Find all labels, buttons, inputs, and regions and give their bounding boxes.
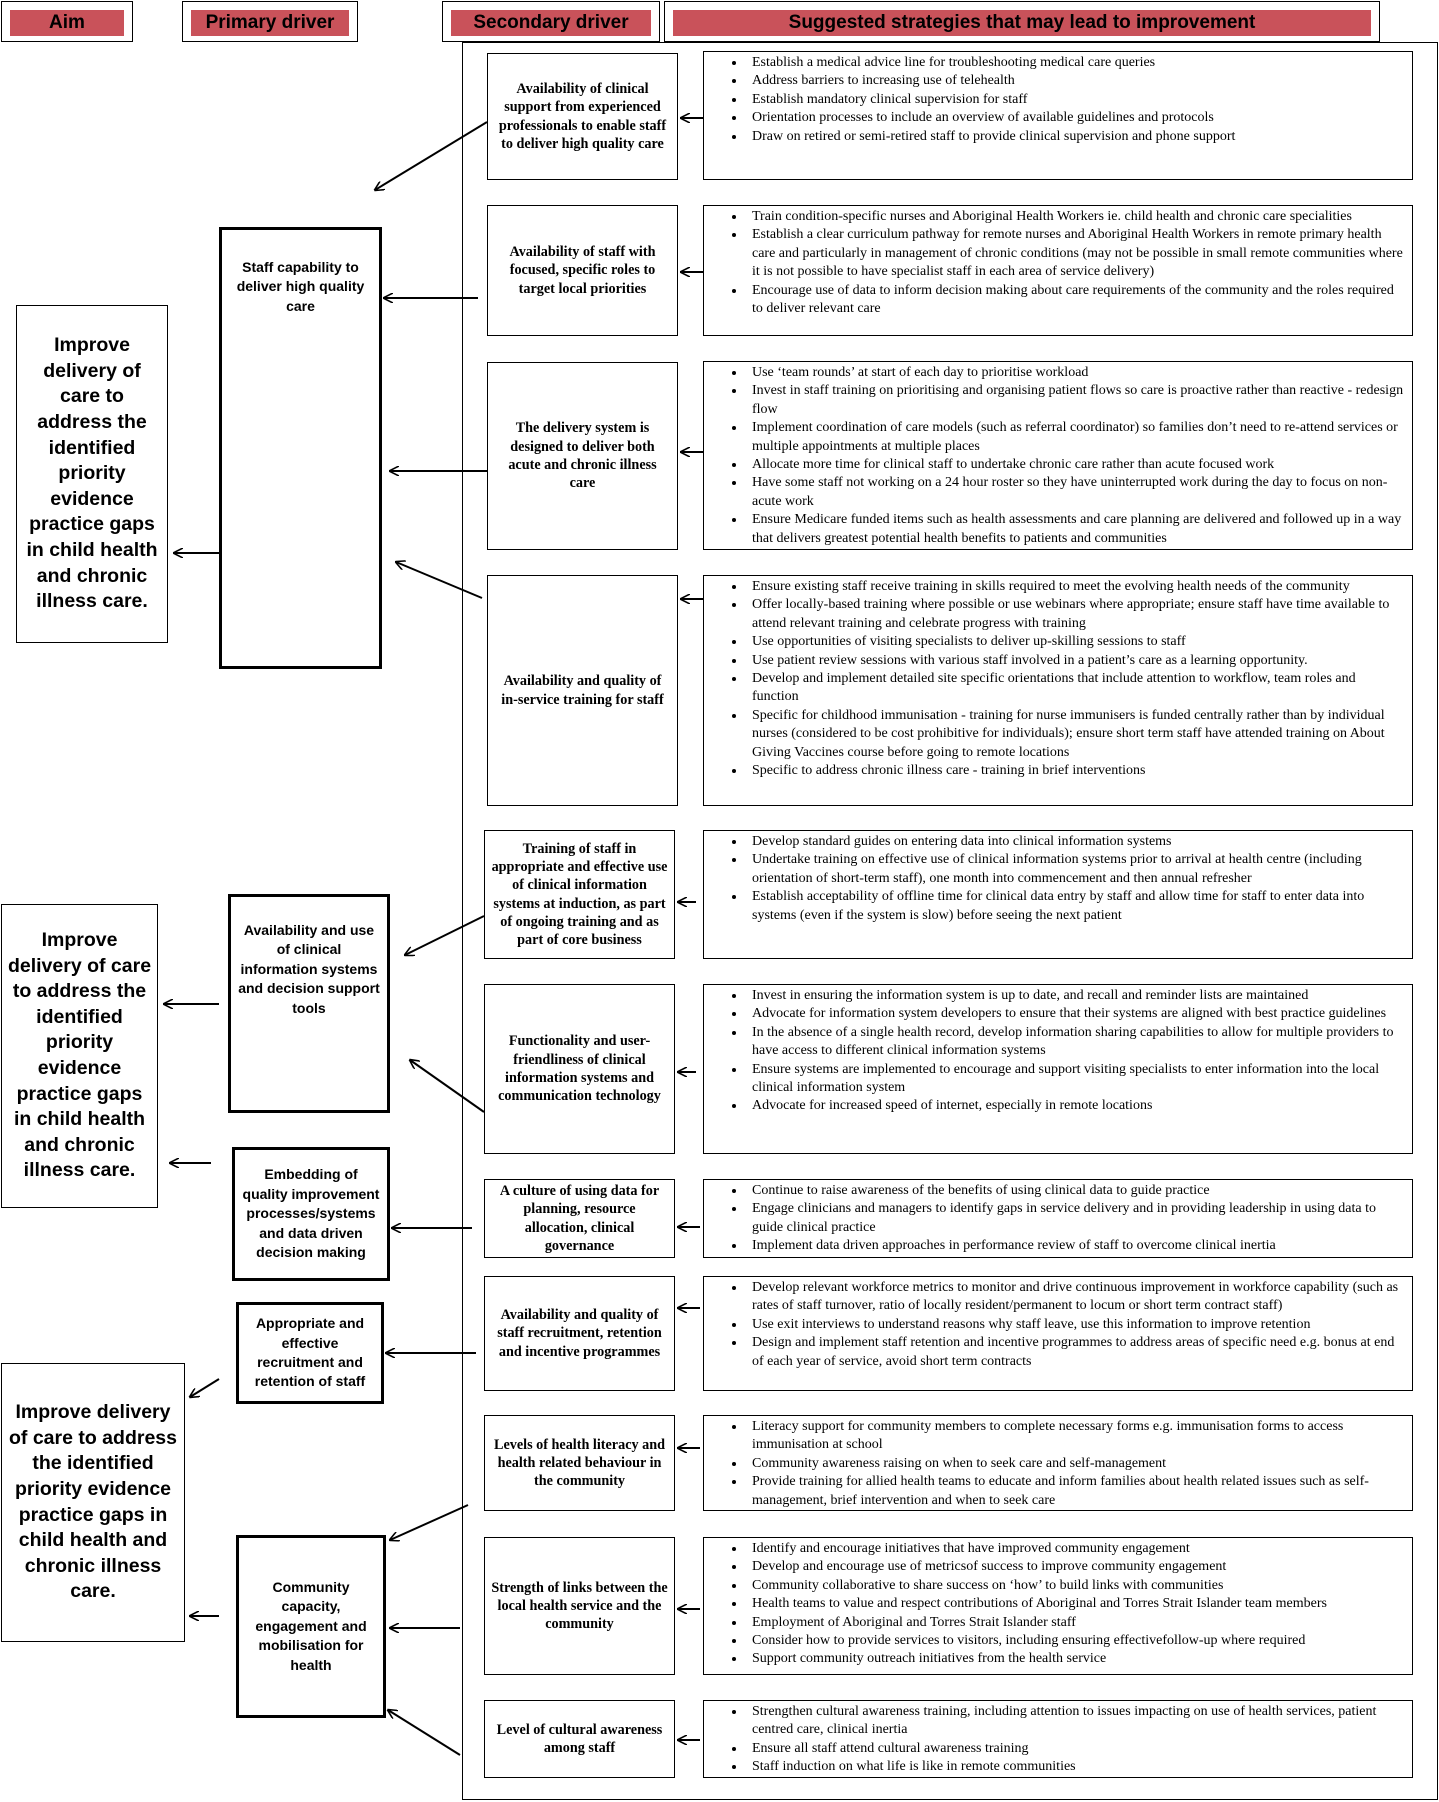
strategy-item: • Ensure all staff attend cultural awareness training	[746, 1740, 1404, 1758]
arrow-primary-to-aim-4	[190, 1379, 219, 1397]
strategy-item: • Employment of Aboriginal and Torres Strait Islander staff	[746, 1614, 1404, 1632]
primary-driver-label: Embedding of quality improvement processes/systems and data driven decision making	[242, 1166, 380, 1261]
arrow-secondary-to-primary-6	[410, 1060, 484, 1112]
strategy-item: • Draw on retired or semi-retired staff to provide clinical supervision and phone support	[746, 128, 1404, 146]
secondary-driver-label: Level of cultural awareness among staff	[496, 1721, 663, 1756]
strategy-item: • Ensure existing staff receive training in skills required to meet the evolving health needs of the community	[746, 578, 1404, 596]
secondary-driver-label: Functionality and user-friendliness of clinical information systems and communication technology	[498, 1033, 661, 1105]
secondary-driver-label: A culture of using data for planning, resource allocation, clinical governance	[499, 1182, 660, 1254]
aim-text: Improve delivery of care to address the identified priority evidence practice gaps in child health and chronic illness care.	[26, 334, 158, 613]
strategy-item: • Orientation processes to include an overview of available guidelines and protocols	[746, 109, 1404, 127]
strategy-item: • Develop standard guides on entering data into clinical information systems	[746, 833, 1404, 851]
strategy-item: • Community awareness raising on when to seek care and self-management	[746, 1455, 1404, 1473]
arrow-secondary-to-primary-4	[396, 562, 482, 598]
strategy-item: • Allocate more time for clinical staff to undertake chronic care rather than acute focused work	[746, 456, 1404, 474]
strategy-item: • Encourage use of data to inform decision making about care requirements of the community and the roles required to deliver relevant care	[746, 282, 1404, 319]
strategy-item: • Establish acceptability of offline time for clinical data entry by staff and allow time for staff to enter data into systems (even if the system is slow) before seeing the next patient	[746, 888, 1404, 925]
aim-text: Improve delivery of care to address the identified priority evidence practice gaps in child health and chronic illness care.	[9, 1401, 177, 1603]
strategy-item: • Implement coordination of care models (such as referral coordinator) so families don’t need to re-attend services or multiple appointments at multiple places	[746, 419, 1404, 456]
secondary-driver-label: Levels of health literacy and health related behaviour in the community	[493, 1436, 666, 1490]
strategy-item: • Consider how to provide services to visitors, including ensuring effectivefollow-up where required	[746, 1632, 1404, 1650]
strategy-item: • Ensure systems are implemented to encourage and support visiting specialists to enter information into the local clinical information system	[746, 1061, 1404, 1098]
header-strategies-label: Suggested strategies that may lead to improvement	[673, 10, 1371, 36]
secondary-driver-label: Training of staff in appropriate and effective use of clinical information systems at induction, as part of ongoing training and as part of core business	[491, 840, 668, 949]
primary-driver-label: Community capacity, engagement and mobilisation for health	[255, 1578, 367, 1673]
strategy-item: • Support community outreach initiatives from the health service	[746, 1650, 1404, 1668]
strategy-item: • Invest in ensuring the information system is up to date, and recall and reminder lists are maintained	[746, 987, 1404, 1005]
strategy-item: • Literacy support for community members to complete necessary forms e.g. immunisation forms to access immunisation at school	[746, 1418, 1404, 1455]
secondary-driver-label: Strength of links between the local health service and the community	[491, 1579, 668, 1633]
strategy-item: • Advocate for increased speed of internet, especially in remote locations	[746, 1097, 1404, 1115]
strategy-item: • Community collaborative to share success on ‘how’ to build links with communities	[746, 1577, 1404, 1595]
strategy-item: • Develop relevant workforce metrics to monitor and drive continuous improvement in workforce capability (such as rates of staff turnover, ratio of locally resident/permanent to locum or short term contract staff)	[746, 1279, 1404, 1316]
primary-driver-label: Appropriate and effective recruitment and retention of staff	[254, 1315, 366, 1390]
strategy-item: • In the absence of a single health record, develop information sharing capabilities to allow for multiple providers to have access to different clinical information systems	[746, 1024, 1404, 1061]
strategy-item: • Invest in staff training on prioritising and organising patient flows so care is proactive rather than reactive - redesign flow	[746, 382, 1404, 419]
strategy-item: • Address barriers to increasing use of telehealth	[746, 72, 1404, 90]
strategy-item: • Continue to raise awareness of the benefits of using clinical data to guide practice	[746, 1182, 1404, 1200]
strategy-item: • Use opportunities of visiting specialists to deliver up-skilling sessions to staff	[746, 633, 1404, 651]
header-secondary-driver-label: Secondary driver	[451, 10, 651, 36]
strategy-item: • Provide training for allied health teams to educate and inform families about health related issues such as self-management, brief intervention and when to seek care	[746, 1473, 1404, 1510]
strategy-item: • Undertake training on effective use of clinical information systems prior to arrival at health centre (including orientation of short-term staff), one month into commencement and then annual refresher	[746, 851, 1404, 888]
strategy-item: • Develop and encourage use of metricsof success to improve community engagement	[746, 1558, 1404, 1576]
secondary-driver-label: The delivery system is designed to deliver both acute and chronic illness care	[508, 420, 657, 492]
primary-driver-label: Staff capability to deliver high quality care	[236, 259, 365, 314]
primary-driver-label: Availability and use of clinical information systems and decision support tools	[238, 922, 380, 1016]
strategy-item: • Identify and encourage initiatives that have improved community engagement	[746, 1540, 1404, 1558]
header-aim-label: Aim	[10, 10, 124, 36]
strategy-item: • Strengthen cultural awareness training, including attention to issues impacting on use of health services, patient centred care, clinical inertia	[746, 1703, 1404, 1740]
strategy-item: • Establish a medical advice line for troubleshooting medical care queries	[746, 54, 1404, 72]
strategy-item: • Specific to address chronic illness care - training in brief interventions	[746, 762, 1404, 780]
secondary-driver-label: Availability of staff with focused, specific roles to target local priorities	[509, 244, 656, 297]
strategy-item: • Design and implement staff retention and incentive programmes to address areas of specific need e.g. bonus at end of each year of service, avoid short term contracts	[746, 1334, 1404, 1371]
strategy-item: • Implement data driven approaches in performance review of staff to overcome clinical inertia	[746, 1237, 1404, 1255]
arrow-secondary-to-primary-5	[405, 916, 484, 955]
strategy-item: • Ensure Medicare funded items such as health assessments and care planning are delivered and followed up in a way that delivers greatest potential health benefits to patients and communities	[746, 511, 1404, 548]
arrow-secondary-to-primary-11	[388, 1710, 460, 1755]
strategy-item: • Specific for childhood immunisation - training for nurse immunisers is funded centrally rather than by individual nurses (considered to be cost prohibitive for individuals); ensure short term staff have attended training on About Giving Vaccines course before going to remote locations	[746, 707, 1404, 762]
strategy-item: • Engage clinicians and managers to identify gaps in service delivery and in providing leadership in using data to guide clinical practice	[746, 1200, 1404, 1237]
strategy-item: • Have some staff not working on a 24 hour roster so they have uninterrupted work during the day to focus on non-acute work	[746, 474, 1404, 511]
arrow-secondary-to-primary-9	[390, 1505, 468, 1540]
strategy-item: • Train condition-specific nurses and Aboriginal Health Workers ie. child health and chronic care specialities	[746, 208, 1404, 226]
arrow-secondary-to-primary-1	[375, 122, 487, 190]
strategy-item: • Use patient review sessions with various staff involved in a patient’s care as a learning opportunity.	[746, 652, 1404, 670]
strategy-item: • Use exit interviews to understand reasons why staff leave, use this information to improve retention	[746, 1316, 1404, 1334]
aim-text: Improve delivery of care to address the identified priority evidence practice gaps in child health and chronic illness care.	[7, 929, 152, 1182]
strategy-item: • Develop and implement detailed site specific orientations that include attention to workflow, team roles and function	[746, 670, 1404, 707]
secondary-driver-label: Availability and quality of staff recruitment, retention and incentive programmes	[497, 1307, 662, 1360]
strategy-item: • Establish mandatory clinical supervision for staff	[746, 91, 1404, 109]
strategy-item: • Health teams to value and respect contributions of Aboriginal and Torres Strait Islander team members	[746, 1595, 1404, 1613]
strategy-item: • Offer locally-based training where possible or use webinars where appropriate; ensure staff have time available to attend relevant training and celebrate progress with training	[746, 596, 1404, 633]
secondary-driver-label: Availability and quality of in-service training for staff	[501, 673, 664, 708]
strategy-item: • Use ‘team rounds’ at start of each day to prioritise workload	[746, 364, 1404, 382]
strategy-item: • Establish a clear curriculum pathway for remote nurses and Aboriginal Health Workers in remote primary health care and particularly in management of chronic conditions (may not be possible in small remote communities where it is not possible to have specialist staff in each area of service delivery)	[746, 226, 1404, 281]
strategy-item: • Staff induction on what life is like in remote communities	[746, 1758, 1404, 1776]
secondary-driver-label: Availability of clinical support from experienced professionals to enable staff to deliver high quality care	[498, 80, 667, 152]
header-primary-driver-label: Primary driver	[191, 10, 349, 36]
strategy-item: • Advocate for information system developers to ensure that their systems are aligned with best practice guidelines	[746, 1005, 1404, 1023]
